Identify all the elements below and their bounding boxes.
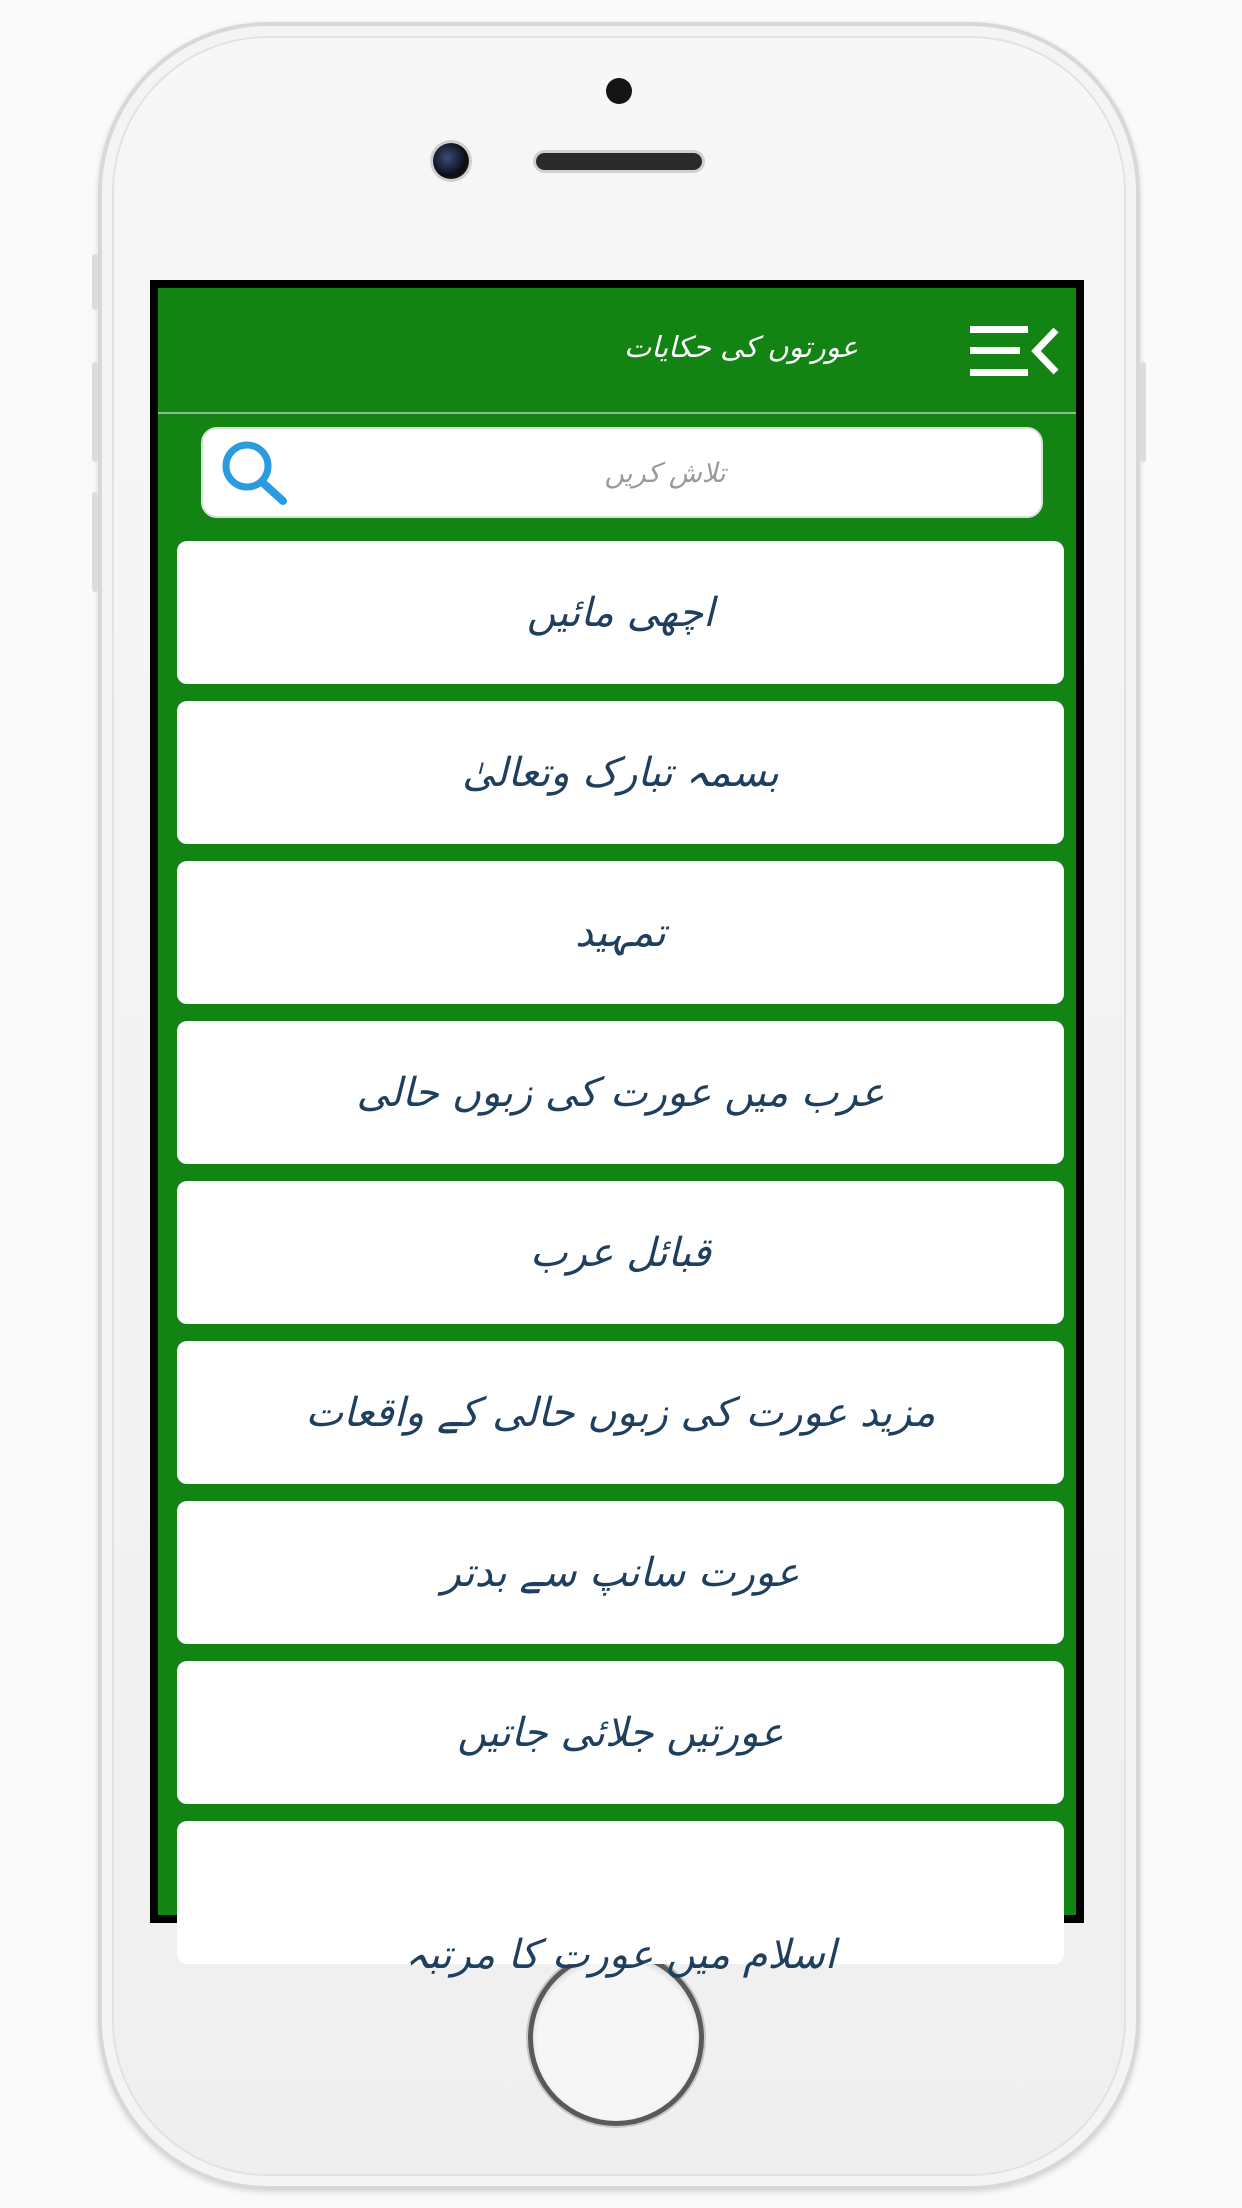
list-item-label: اچھی مائیں — [526, 589, 715, 636]
list-item[interactable] — [177, 1661, 1064, 1804]
list-item-label: عورت سانپ سے بدتر — [441, 1549, 800, 1596]
proximity-sensor — [606, 78, 632, 104]
list-item[interactable] — [177, 1021, 1064, 1164]
list-item[interactable] — [177, 701, 1064, 844]
list-item[interactable] — [177, 1501, 1064, 1644]
front-camera — [433, 143, 469, 179]
list-item-label: تمہید — [575, 909, 666, 956]
list-item[interactable] — [177, 1821, 1064, 1978]
page-title: عورتوں کی حکایات — [623, 330, 858, 364]
menu-collapse-icon[interactable] — [970, 324, 1060, 378]
list-item[interactable] — [177, 541, 1064, 684]
power-button — [1140, 362, 1146, 462]
search-icon[interactable] — [215, 437, 291, 507]
app-screen — [158, 288, 1076, 1978]
app-header — [158, 288, 1076, 414]
earpiece-speaker — [536, 153, 702, 170]
list-item-label: بسمہ تبارک وتعالیٰ — [462, 749, 779, 796]
volume-up-button — [92, 362, 98, 462]
list-item[interactable] — [177, 1181, 1064, 1324]
mute-switch — [92, 254, 98, 310]
search-bar — [201, 427, 1043, 518]
device-screen — [150, 280, 1084, 1978]
list-item-label: عرب میں عورت کی زبوں حالی — [356, 1069, 885, 1116]
list-item-label: مزید عورت کی زبوں حالی کے واقعات — [305, 1389, 936, 1436]
search-input[interactable] — [303, 429, 1027, 518]
volume-down-button — [92, 492, 98, 592]
list-item-label: عورتیں جلائی جاتیں — [457, 1709, 784, 1756]
list-item-label: قبائل عرب — [529, 1229, 712, 1276]
list-item[interactable] — [177, 1341, 1064, 1484]
list-item[interactable] — [177, 861, 1064, 1004]
stories-list — [177, 541, 1064, 1981]
list-item-label: اسلام میں عورت کا مرتبہ — [405, 1932, 836, 1978]
